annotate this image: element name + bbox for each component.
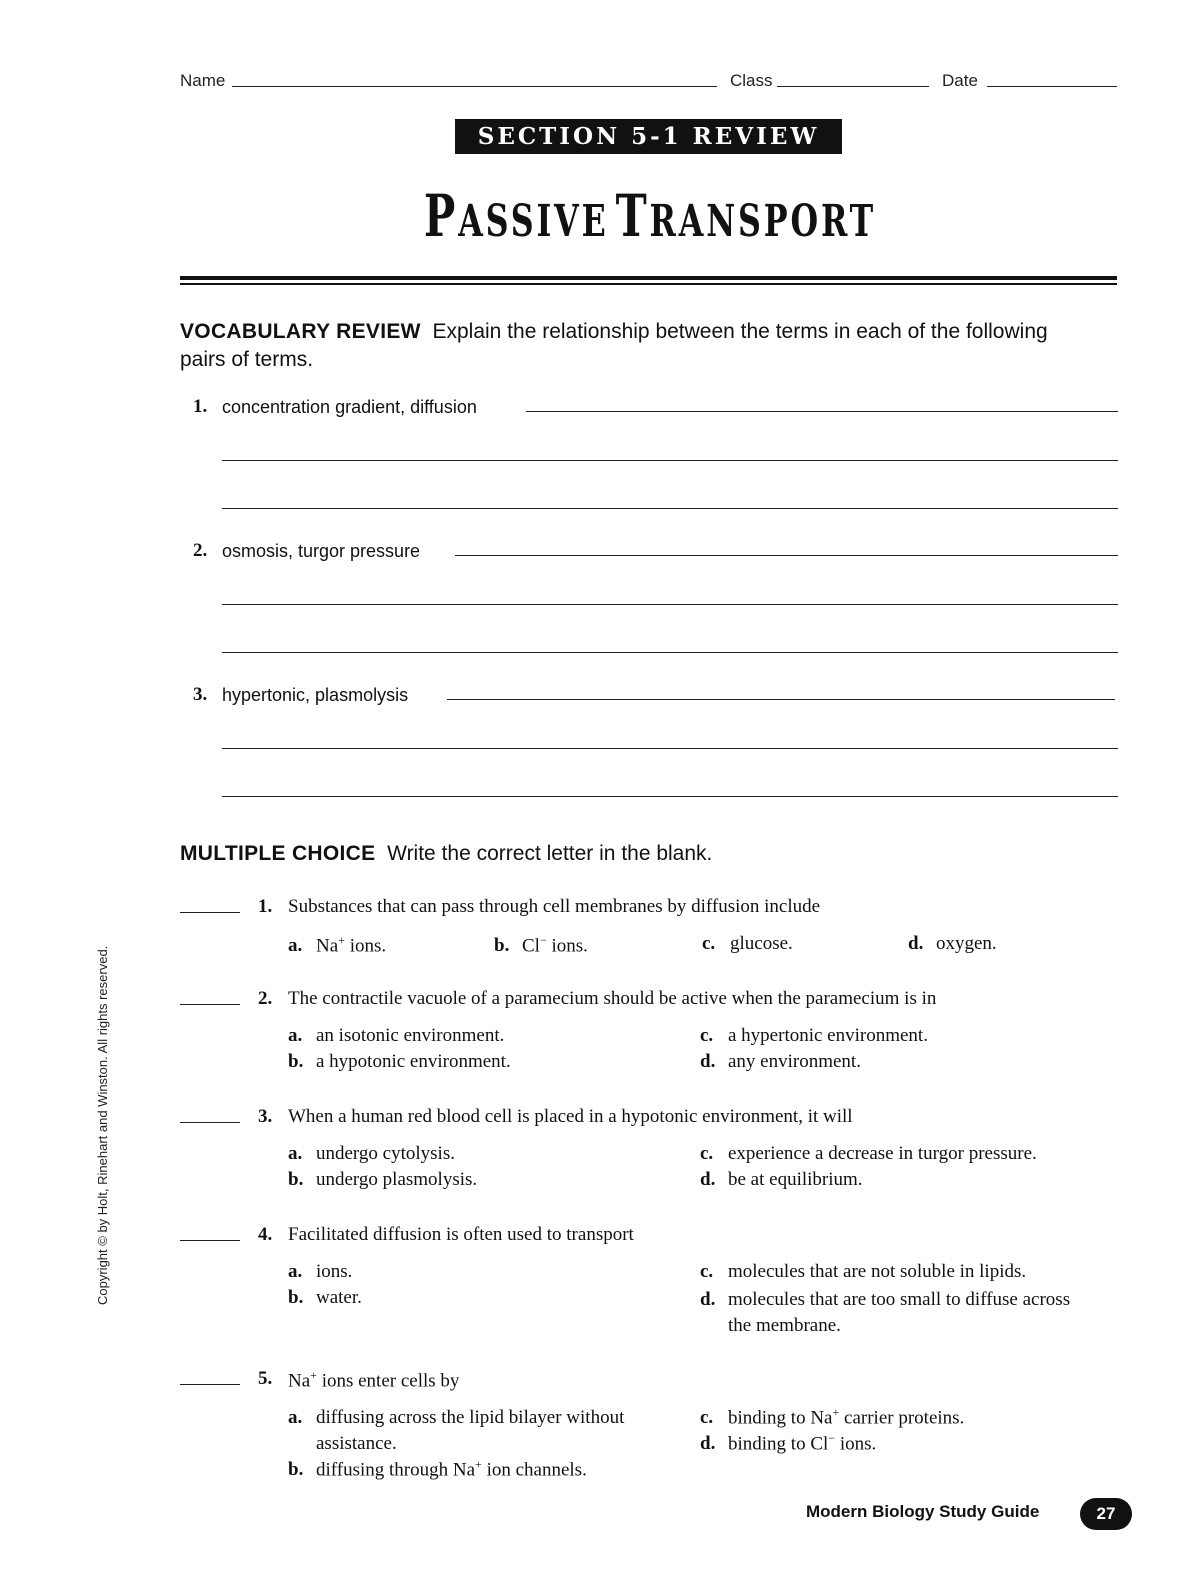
- answer-line[interactable]: [222, 748, 1118, 749]
- title-initial-1: P: [423, 182, 459, 250]
- question-text: When a human red blood cell is placed in a hypotonic environment, it will: [288, 1106, 853, 1127]
- title-rest-2: RANSPORT: [649, 196, 877, 247]
- answer-line[interactable]: [222, 508, 1118, 509]
- option-b[interactable]: b. water.: [288, 1287, 362, 1308]
- page-title: [182, 182, 1118, 250]
- title-rule-thick: [180, 276, 1117, 280]
- class-field[interactable]: [777, 86, 929, 87]
- question-text: Facilitated diffusion is often used to transport: [288, 1224, 634, 1245]
- vocab-item-number: 2.: [193, 540, 208, 561]
- name-label: Name: [180, 71, 226, 90]
- option-a[interactable]: a. Na+ ions.: [288, 933, 387, 957]
- answer-blank[interactable]: [180, 1384, 240, 1385]
- section-banner: SECTION 5-1 REVIEW: [455, 119, 842, 154]
- vocab-item-terms: osmosis, turgor pressure: [222, 541, 421, 561]
- answer-line[interactable]: [222, 796, 1118, 797]
- option-a[interactable]: a. ions.: [288, 1261, 353, 1282]
- question-number: 2.: [258, 988, 273, 1009]
- question-text: Substances that can pass through cell membranes by diffusion include: [288, 896, 821, 917]
- option-c[interactable]: c. a hypertonic environment.: [700, 1025, 928, 1046]
- question-number: 1.: [258, 896, 273, 917]
- vocabulary-heading: [180, 318, 1080, 374]
- date-label: Date: [942, 71, 978, 90]
- answer-line[interactable]: [222, 652, 1118, 653]
- multiple-choice-heading-label: MULTIPLE CHOICE: [180, 842, 376, 865]
- answer-line[interactable]: [526, 411, 1118, 412]
- title-rule-thin: [180, 283, 1117, 285]
- answer-blank[interactable]: [180, 1240, 240, 1241]
- option-a[interactable]: a. undergo cytolysis.: [288, 1143, 455, 1164]
- title-initial-2: T: [615, 182, 650, 250]
- vocab-item-terms: concentration gradient, diffusion: [222, 397, 477, 417]
- option-b[interactable]: b. Cl− ions.: [494, 933, 588, 957]
- option-c[interactable]: c. glucose.: [702, 933, 793, 954]
- option-d[interactable]: d. be at equilibrium.: [700, 1169, 863, 1190]
- title-rest-1: ASSIVE: [458, 196, 609, 247]
- option-b[interactable]: b. undergo plasmolysis.: [288, 1169, 478, 1190]
- vocabulary-heading-label: VOCABULARY REVIEW: [180, 320, 421, 343]
- option-a[interactable]: a. an isotonic environment.: [288, 1025, 505, 1046]
- vocab-item-number: 1.: [193, 396, 208, 417]
- option-a[interactable]: a. diffusing across the lipid bilayer without assistance.: [288, 1407, 625, 1454]
- copyright-notice: Copyright © by Holt, Rinehart and Winston. All rights reserved.: [95, 945, 110, 1305]
- answer-line[interactable]: [447, 699, 1115, 700]
- question-number: 4.: [258, 1224, 273, 1245]
- vocabulary-instruction: Explain the relationship between the terms in each of the following pairs of terms.: [180, 320, 1048, 371]
- answer-blank[interactable]: [180, 1004, 240, 1005]
- option-b[interactable]: b. diffusing through Na+ ion channels.: [288, 1457, 587, 1481]
- option-d[interactable]: d. oxygen.: [908, 933, 997, 954]
- multiple-choice-heading: [180, 840, 1080, 868]
- question-number: 5.: [258, 1368, 273, 1389]
- answer-line[interactable]: [222, 604, 1118, 605]
- multiple-choice-instruction: Write the correct letter in the blank.: [387, 842, 713, 865]
- name-field[interactable]: [232, 86, 717, 87]
- option-c[interactable]: c. experience a decrease in turgor pressure.: [700, 1143, 1037, 1164]
- option-b[interactable]: b. a hypotonic environment.: [288, 1051, 511, 1072]
- question-number: 3.: [258, 1106, 273, 1127]
- option-d[interactable]: d. binding to Cl− ions.: [700, 1431, 877, 1455]
- answer-blank[interactable]: [180, 1122, 240, 1123]
- option-d[interactable]: d. molecules that are too small to diffuse across the membrane.: [700, 1289, 1071, 1336]
- vocab-item-number: 3.: [193, 684, 208, 705]
- option-c[interactable]: c. molecules that are not soluble in lipids.: [700, 1261, 1027, 1282]
- option-d[interactable]: d. any environment.: [700, 1051, 861, 1072]
- vocab-item-terms: hypertonic, plasmolysis: [222, 685, 409, 705]
- question-text: The contractile vacuole of a paramecium should be active when the paramecium is in: [288, 988, 937, 1009]
- class-label: Class: [730, 71, 773, 90]
- answer-line[interactable]: [222, 460, 1118, 461]
- book-title: Modern Biology Study Guide: [806, 1502, 1040, 1521]
- answer-line[interactable]: [455, 555, 1118, 556]
- question-text: Na+ ions enter cells by: [288, 1368, 460, 1392]
- option-c[interactable]: c. binding to Na+ carrier proteins.: [700, 1405, 965, 1429]
- date-field[interactable]: [987, 86, 1117, 87]
- answer-blank[interactable]: [180, 912, 240, 913]
- page-number: 27: [1080, 1498, 1132, 1530]
